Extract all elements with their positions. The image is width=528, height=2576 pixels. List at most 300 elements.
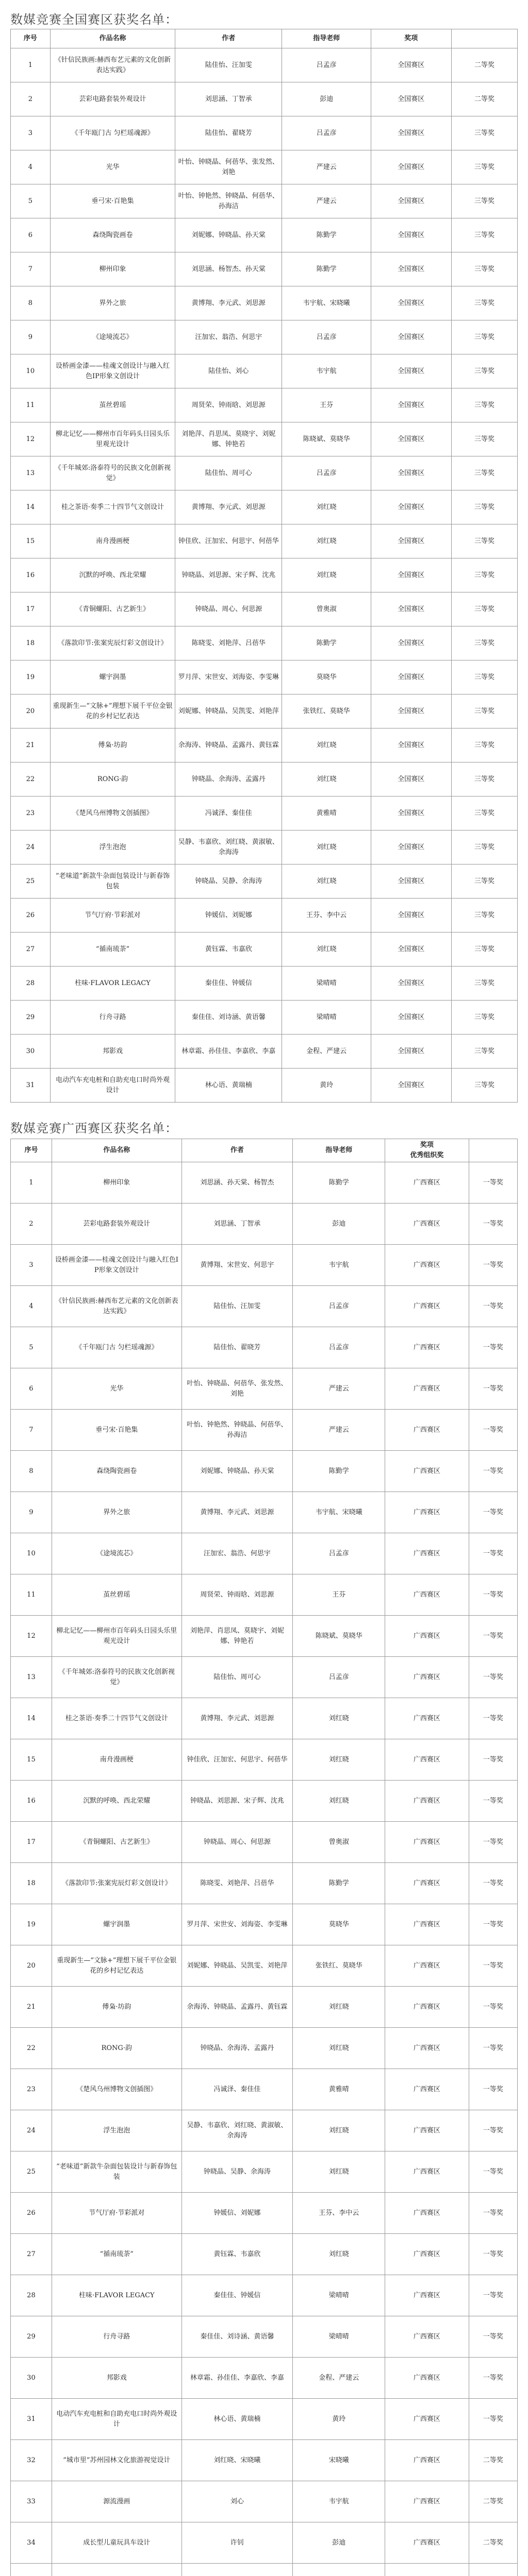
table-row xyxy=(11,2069,518,2110)
cell-no: 1 xyxy=(11,1162,52,1204)
cell-award: 广西赛区 xyxy=(385,2193,469,2234)
cell-no: 2 xyxy=(11,1204,52,1245)
cell-author: 刘妮娜、钟晓晶、孙天棠 xyxy=(182,1451,292,1492)
cell-work: 源流漫画 xyxy=(52,2481,182,2522)
table-row xyxy=(11,1945,518,1987)
cell-author: 刘艳萍、肖思凤、莫晓宇、刘妮娜、钟艳若 xyxy=(182,1616,292,1657)
table-row xyxy=(11,1574,518,1616)
cell-level: 一等奖 xyxy=(469,1533,517,1574)
cell-work: 《千年瓯门古 匀栏瑶魂源》 xyxy=(50,116,175,150)
cell-teacher: 金程、严建云 xyxy=(282,1035,371,1069)
table-row xyxy=(11,286,518,320)
cell-award: 全国赛区 xyxy=(371,694,451,728)
cell-award: 全国赛区 xyxy=(371,762,451,796)
table-row xyxy=(11,1001,518,1035)
cell-level: 三等奖 xyxy=(451,558,517,592)
cell-level: 三等奖 xyxy=(451,218,517,252)
cell-award: 广西赛区 xyxy=(385,2481,469,2522)
cell-level: 一等奖 xyxy=(469,1286,517,1327)
cell-no: 25 xyxy=(11,865,51,899)
cell-author: 叶怡、钟晓晶、何蓓华、张发然、刘艳 xyxy=(182,1368,292,1410)
cell-award: 全国赛区 xyxy=(371,184,451,218)
table-row xyxy=(11,320,518,354)
table-row xyxy=(11,218,518,252)
cell-author: 刘心 xyxy=(182,2481,292,2522)
cell-level: 一等奖 xyxy=(469,1451,517,1492)
cell-level: 三等奖 xyxy=(451,933,517,967)
cell-level: 一等奖 xyxy=(469,2028,517,2069)
table-row xyxy=(11,2028,518,2069)
cell-author: 黄博翔、李元武、刘思源 xyxy=(175,490,282,524)
cell-work: 行舟寻路 xyxy=(52,2316,182,2358)
cell-author: 钟佳欣、汪加宏、何思宇、何蓓华 xyxy=(182,1739,292,1781)
cell-level: 一等奖 xyxy=(469,1574,517,1616)
cell-work: 光华 xyxy=(52,1368,182,1410)
cell-teacher: 曾奥淑 xyxy=(282,592,371,626)
cell-author: 刘思涵、丁智承 xyxy=(175,82,282,116)
cell-level: 一等奖 xyxy=(469,1945,517,1987)
cell-level: 三等奖 xyxy=(451,150,517,184)
guangxi-section-title: 数媒竞赛广西赛区获奖名单： xyxy=(10,1121,178,1136)
table-row xyxy=(11,899,518,933)
cell-author: 林章霜、孙佳佳、李嘉欣、李嘉 xyxy=(182,2358,292,2399)
cell-no: 4 xyxy=(11,1286,52,1327)
header-work: 作品名称 xyxy=(52,1139,182,1162)
cell-no: 1 xyxy=(11,48,51,82)
cell-level: 三等奖 xyxy=(451,728,517,762)
table-row xyxy=(11,1987,518,2028)
cell-level: 三等奖 xyxy=(451,694,517,728)
cell-level: 三等奖 xyxy=(451,524,517,558)
cell-no: 24 xyxy=(11,831,51,865)
cell-no: 25 xyxy=(11,2151,52,2193)
cell-work: 茧丝碧瑶 xyxy=(52,1574,182,1616)
cell-author: 钟晓晶、刘思源、宋子辉、沈兆 xyxy=(182,1781,292,1822)
cell-award: 广西赛区 xyxy=(385,1286,469,1327)
cell-no: 20 xyxy=(11,1945,52,1987)
cell-work: 芸彩电路套装外观设计 xyxy=(52,1204,182,1245)
table-row xyxy=(11,967,518,1001)
cell-level: 三等奖 xyxy=(451,899,517,933)
cell-teacher: 张铁红、莫晓华 xyxy=(282,694,371,728)
cell-teacher: 吕孟彦 xyxy=(282,48,371,82)
cell-work: 行舟寻路 xyxy=(50,1001,175,1035)
cell-award: 全国赛区 xyxy=(371,933,451,967)
cell-work: 《楚风乌州博物文创插图》 xyxy=(50,796,175,831)
cell-teacher: 吕孟彦 xyxy=(293,1657,385,1698)
cell-teacher: 刘红晓 xyxy=(293,2234,385,2275)
cell-work: 螺宇润墨 xyxy=(50,660,175,694)
table-row xyxy=(11,592,518,626)
cell-teacher: 黄雅晴 xyxy=(293,2069,385,2110)
cell-no xyxy=(11,2564,52,2576)
table-row xyxy=(11,796,518,831)
cell-award: 全国赛区 xyxy=(371,422,451,456)
cell-teacher: 严建云 xyxy=(293,1368,385,1410)
cell-author: 黄博翔、李元武、刘思源 xyxy=(182,1698,292,1739)
cell-work: 柳州印象 xyxy=(52,1162,182,1204)
cell-level: 一等奖 xyxy=(469,1162,517,1204)
cell-no: 30 xyxy=(11,1035,51,1069)
cell-no: 12 xyxy=(11,1616,52,1657)
cell-teacher: 莫晓华 xyxy=(282,660,371,694)
table-row xyxy=(11,150,518,184)
table-row xyxy=(11,1204,518,1245)
cell-author: 刘红晓、宋晓曦 xyxy=(182,2440,292,2481)
table-row xyxy=(11,2193,518,2234)
cell-award: 广西赛区 xyxy=(385,1904,469,1945)
cell-award: 全国赛区 xyxy=(371,899,451,933)
cell-no: 9 xyxy=(11,1492,52,1533)
table-row xyxy=(11,1904,518,1945)
cell-author: 刘思涵、孙天棠、杨智杰 xyxy=(182,1162,292,1204)
table-row xyxy=(11,1657,518,1698)
cell-teacher: 刘红晓 xyxy=(282,933,371,967)
cell-teacher: 宋晓曦 xyxy=(293,2440,385,2481)
table-row xyxy=(11,1069,518,1103)
cell-level: 三等奖 xyxy=(451,1035,517,1069)
cell-teacher: 刘红晓 xyxy=(282,831,371,865)
cell-teacher: 韦宇航 xyxy=(282,354,371,388)
cell-work: 森绕陶瓷画卷 xyxy=(50,218,175,252)
cell-teacher: 韦宇航、宋晓曦 xyxy=(282,286,371,320)
cell-no: 16 xyxy=(11,1781,52,1822)
cell-award: 全国赛区 xyxy=(371,82,451,116)
table-row xyxy=(11,456,518,490)
cell-no: 18 xyxy=(11,1863,52,1904)
header-teacher: 指导老师 xyxy=(282,29,371,48)
cell-work: 成长型儿童玩具车设计 xyxy=(52,2522,182,2564)
table-header-row xyxy=(11,29,518,48)
cell-work: “循南琉荼” xyxy=(50,933,175,967)
table-row xyxy=(11,2440,518,2481)
cell-teacher: 王芬、李中云 xyxy=(293,2193,385,2234)
cell-teacher: 陈勤学 xyxy=(293,1162,385,1204)
cell-level: 三等奖 xyxy=(451,388,517,422)
cell-author: 钟媛信、刘妮娜 xyxy=(175,899,282,933)
header-level xyxy=(469,1139,517,1162)
cell-award: 全国赛区 xyxy=(371,831,451,865)
cell-level: 三等奖 xyxy=(451,490,517,524)
cell-award: 全国赛区 xyxy=(371,1001,451,1035)
cell-teacher: 金程、严建云 xyxy=(293,2358,385,2399)
cell-no: 11 xyxy=(11,388,51,422)
cell-teacher: 刘红晓 xyxy=(293,1739,385,1781)
cell-teacher: 王芬、李中云 xyxy=(282,899,371,933)
cell-level: 二等奖 xyxy=(469,2522,517,2564)
cell-author: 罗月萍、宋世安、刘海姿、李雯琳 xyxy=(182,1904,292,1945)
cell-author xyxy=(182,2564,292,2576)
cell-author: 陆佳怡、刘心 xyxy=(175,354,282,388)
cell-award: 广西赛区 xyxy=(385,1739,469,1781)
cell-work: 傅枭·坊韵 xyxy=(52,1987,182,2028)
table-row xyxy=(11,1162,518,1204)
header-teacher: 指导老师 xyxy=(293,1139,385,1162)
cell-no: 29 xyxy=(11,1001,51,1035)
cell-award: 广西赛区 xyxy=(385,2234,469,2275)
cell-teacher: 王芬 xyxy=(293,1574,385,1616)
cell-teacher: 陈勤学 xyxy=(282,626,371,660)
cell-award: 全国赛区 xyxy=(371,1035,451,1069)
cell-award: 广西赛区 xyxy=(385,1327,469,1368)
cell-work: 柳州印象 xyxy=(50,252,175,286)
cell-teacher: 曾奥淑 xyxy=(293,1822,385,1863)
cell-teacher: 吕孟彦 xyxy=(282,116,371,150)
cell-teacher: 刘红晓 xyxy=(282,490,371,524)
cell-no: 16 xyxy=(11,558,51,592)
table-row xyxy=(11,2358,518,2399)
cell-author: 冯诚泽、秦佳佳 xyxy=(182,2069,292,2110)
cell-teacher: 吕孟彦 xyxy=(282,320,371,354)
cell-teacher: 黄玲 xyxy=(293,2399,385,2440)
cell-award: 全国赛区 xyxy=(371,558,451,592)
cell-work: 《途境流芯》 xyxy=(52,1533,182,1574)
table-row xyxy=(11,1739,518,1781)
cell-award: 广西赛区 xyxy=(385,1987,469,2028)
table-row xyxy=(11,831,518,865)
cell-no: 19 xyxy=(11,660,51,694)
cell-author: 叶怡、钟艳然、钟晓晶、何蓓华、孙海洁 xyxy=(182,1410,292,1451)
cell-teacher xyxy=(293,2564,385,2576)
cell-teacher: 严建云 xyxy=(282,150,371,184)
cell-award: 广西赛区 xyxy=(385,1533,469,1574)
cell-author: 刘思涵、杨智杰、孙天棠 xyxy=(175,252,282,286)
cell-teacher: 梁晴晴 xyxy=(293,2316,385,2358)
cell-author: 余海涛、钟晓晶、孟露丹、黄钰霖 xyxy=(182,1987,292,2028)
table-row xyxy=(11,694,518,728)
cell-author: 秦佳佳、刘诗涵、黄语馨 xyxy=(182,2316,292,2358)
cell-no: 21 xyxy=(11,728,51,762)
cell-author: 周贤荣、钟雨晗、刘思源 xyxy=(182,1574,292,1616)
cell-award: 广西赛区 xyxy=(385,2358,469,2399)
table-row xyxy=(11,524,518,558)
cell-work: 南舟漫画梗 xyxy=(52,1739,182,1781)
cell-award: 全国赛区 xyxy=(371,967,451,1001)
cell-level: 三等奖 xyxy=(451,592,517,626)
cell-author: 陆佳怡、翟晓芳 xyxy=(182,1327,292,1368)
cell-author: 钟晓晶、余海涛、孟露丹 xyxy=(182,2028,292,2069)
cell-award: 全国赛区 xyxy=(371,252,451,286)
cell-teacher: 吕孟彦 xyxy=(293,1286,385,1327)
table-row xyxy=(11,1035,518,1069)
cell-teacher: 王芬 xyxy=(282,388,371,422)
cell-no: 22 xyxy=(11,762,51,796)
cell-teacher: 韦宇航 xyxy=(293,2481,385,2522)
cell-no: 17 xyxy=(11,592,51,626)
cell-no: 14 xyxy=(11,490,51,524)
cell-teacher: 陈勤学 xyxy=(293,1451,385,1492)
cell-teacher: 刘红晓 xyxy=(293,2028,385,2069)
cell-no: 7 xyxy=(11,1410,52,1451)
table-row xyxy=(11,933,518,967)
table-row xyxy=(11,1245,518,1286)
cell-award: 广西赛区 xyxy=(385,2110,469,2151)
cell-teacher: 刘红晓 xyxy=(293,1781,385,1822)
cell-no: 8 xyxy=(11,286,51,320)
cell-work: 《青铜螺阳、古艺新生》 xyxy=(50,592,175,626)
cell-no: 11 xyxy=(11,1574,52,1616)
cell-author: 钟佳欣、汪加宏、何思宇、何蓓华 xyxy=(175,524,282,558)
cell-no: 24 xyxy=(11,2110,52,2151)
cell-level: 三等奖 xyxy=(451,1001,517,1035)
cell-no: 15 xyxy=(11,1739,52,1781)
table-row xyxy=(11,82,518,116)
cell-author: 黄钰霖、韦嘉欣 xyxy=(182,2234,292,2275)
cell-author: 陆佳怡、周可心 xyxy=(175,456,282,490)
cell-no: 30 xyxy=(11,2358,52,2399)
cell-award: 广西赛区 xyxy=(385,2151,469,2193)
cell-award: 广西赛区 xyxy=(385,1492,469,1533)
cell-no: 29 xyxy=(11,2316,52,2358)
cell-no: 15 xyxy=(11,524,51,558)
cell-author: 秦佳佳、钟媛信 xyxy=(182,2275,292,2316)
cell-author: 冯诚泽、秦佳佳 xyxy=(175,796,282,831)
cell-no: 31 xyxy=(11,1069,51,1103)
cell-no: 5 xyxy=(11,184,51,218)
cell-level: 一等奖 xyxy=(469,2275,517,2316)
table-row xyxy=(11,2151,518,2193)
cell-award: 全国赛区 xyxy=(371,48,451,82)
cell-author: 吴静、韦嘉欣、刘红晓、黄淑敏、余海涛 xyxy=(182,2110,292,2151)
cell-work: 重现新生—“文脉+”理想下展千平位金银花的乡村记忆表达 xyxy=(50,694,175,728)
cell-award: 广西赛区 xyxy=(385,2028,469,2069)
cell-work: RONG·韵 xyxy=(52,2028,182,2069)
cell-level: 一等奖 xyxy=(469,2110,517,2151)
cell-author: 陈晓雯、刘艳萍、吕蓓华 xyxy=(175,626,282,660)
header-work: 作品名称 xyxy=(50,29,175,48)
cell-work: 邦影戏 xyxy=(52,2358,182,2399)
cell-author: 余海涛、钟晓晶、孟露丹、黄钰霖 xyxy=(175,728,282,762)
cell-teacher: 刘红晓 xyxy=(282,762,371,796)
cell-author: 吴静、韦嘉欣、刘红晓、黄淑敏、余海涛 xyxy=(175,831,282,865)
cell-level: 三等奖 xyxy=(451,354,517,388)
table-row xyxy=(11,2110,518,2151)
cell-level: 一等奖 xyxy=(469,1781,517,1822)
cell-author: 刘艳萍、肖思凤、莫晓宇、刘妮娜、钟艳若 xyxy=(175,422,282,456)
cell-award: 广西赛区 xyxy=(385,1162,469,1204)
cell-award: 广西赛区 xyxy=(385,1245,469,1286)
cell-no: 32 xyxy=(11,2440,52,2481)
cell-work: 重现新生—“文脉+”理想下展千平位金银花的乡村记忆表达 xyxy=(52,1945,182,1987)
cell-work: 《千年城郊:洛泰符号的民族文化创新视觉》 xyxy=(52,1657,182,1698)
cell-award: 广西赛区 xyxy=(385,1863,469,1904)
cell-work: 《楚风乌州博物文创插图》 xyxy=(52,2069,182,2110)
table-row xyxy=(11,762,518,796)
cell-award: 广西赛区 xyxy=(385,1616,469,1657)
cell-award: 全国赛区 xyxy=(371,865,451,899)
cell-work: 节气厅府·节彩派对 xyxy=(52,2193,182,2234)
cell-author: 陆佳怡、汪加雯 xyxy=(182,1286,292,1327)
cell-award xyxy=(385,2564,469,2576)
cell-level: 一等奖 xyxy=(469,2069,517,2110)
cell-no: 6 xyxy=(11,1368,52,1410)
cell-level: 三等奖 xyxy=(451,422,517,456)
header-author: 作者 xyxy=(175,29,282,48)
cell-award: 广西赛区 xyxy=(385,1698,469,1739)
cell-work: 螺宇润墨 xyxy=(52,1904,182,1945)
table-row xyxy=(11,354,518,388)
cell-author: 黄博翔、李元武、刘思源 xyxy=(175,286,282,320)
cell-level: 一等奖 xyxy=(469,1327,517,1368)
cell-level: 一等奖 xyxy=(469,1368,517,1410)
cell-work: 界外之旅 xyxy=(52,1492,182,1533)
cell-teacher: 彭迪 xyxy=(293,1204,385,1245)
cell-author: 林章霜、孙佳佳、李嘉欣、李嘉 xyxy=(175,1035,282,1069)
cell-teacher: 严建云 xyxy=(282,184,371,218)
cell-no: 3 xyxy=(11,116,51,150)
cell-work: 南舟漫画梗 xyxy=(50,524,175,558)
cell-level: 一等奖 xyxy=(469,1987,517,2028)
cell-award: 广西赛区 xyxy=(385,1204,469,1245)
cell-author: 许钊 xyxy=(182,2522,292,2564)
cell-work: 傅枭·坊韵 xyxy=(50,728,175,762)
cell-award: 广西赛区 xyxy=(385,2275,469,2316)
table-row xyxy=(11,1286,518,1327)
cell-work: 浮生泡泡 xyxy=(52,2110,182,2151)
table-row xyxy=(11,2234,518,2275)
table-row xyxy=(11,728,518,762)
cell-award: 全国赛区 xyxy=(371,388,451,422)
cell-work: 垂弓宋·百艳集 xyxy=(50,184,175,218)
cell-author: 汪加宏、翁浩、何思宇 xyxy=(175,320,282,354)
table-row xyxy=(11,558,518,592)
cell-no: 28 xyxy=(11,967,51,1001)
cell-work xyxy=(52,2564,182,2576)
cell-author: 叶怡、钟艳然、钟晓晶、何蓓华、孙海洁 xyxy=(175,184,282,218)
table-row xyxy=(11,422,518,456)
table-row xyxy=(11,2316,518,2358)
cell-award: 广西赛区 xyxy=(385,2522,469,2564)
cell-award: 广西赛区 xyxy=(385,1657,469,1698)
cell-author: 周贤荣、钟雨晗、刘思源 xyxy=(175,388,282,422)
cell-award: 广西赛区 xyxy=(385,2399,469,2440)
cell-level: 一等奖 xyxy=(469,1204,517,1245)
cell-award: 全国赛区 xyxy=(371,626,451,660)
cell-author: 钟媛信、刘妮娜 xyxy=(182,2193,292,2234)
cell-award: 广西赛区 xyxy=(385,1574,469,1616)
cell-level: 一等奖 xyxy=(469,2399,517,2440)
cell-author: 林心语、黄瑞楠 xyxy=(182,2399,292,2440)
cell-work: 《落款印节:张案宪辰灯彩文创设计》 xyxy=(50,626,175,660)
cell-no: 13 xyxy=(11,456,51,490)
cell-no: 19 xyxy=(11,1904,52,1945)
table-row xyxy=(11,1863,518,1904)
cell-teacher: 陈勤学 xyxy=(282,252,371,286)
cell-award: 广西赛区 xyxy=(385,1781,469,1822)
table-row xyxy=(11,490,518,524)
cell-work: 《千年瓯门古 匀栏瑶魂源》 xyxy=(52,1327,182,1368)
cell-level: 一等奖 xyxy=(469,2316,517,2358)
cell-level: 三等奖 xyxy=(451,184,517,218)
cell-no: 3 xyxy=(11,1245,52,1286)
cell-no: 21 xyxy=(11,1987,52,2028)
cell-work: 《落款印节:张案宪辰灯彩文创设计》 xyxy=(52,1863,182,1904)
cell-award: 全国赛区 xyxy=(371,456,451,490)
cell-work: 光华 xyxy=(50,150,175,184)
cell-level: 一等奖 xyxy=(469,1822,517,1863)
cell-teacher: 陈勤学 xyxy=(282,218,371,252)
cell-work: 设桥画金漆——桂魂文创设计与融入红色IP形象文创设计 xyxy=(52,1245,182,1286)
cell-level: 三等奖 xyxy=(451,660,517,694)
cell-author: 叶怡、钟晓晶、何蓓华、张发然、刘艳 xyxy=(175,150,282,184)
cell-teacher: 吕孟彦 xyxy=(293,1327,385,1368)
cell-work: 电动汽车充电桩和自助充电口时尚外观设计 xyxy=(52,2399,182,2440)
cell-author: 陈晓雯、刘艳萍、吕蓓华 xyxy=(182,1863,292,1904)
cell-no: 4 xyxy=(11,150,51,184)
cell-work: 沉默的呼唤、西北荣耀 xyxy=(52,1781,182,1822)
header-award: 奖项 优秀组织奖 xyxy=(385,1139,469,1162)
cell-author: 钟晓晶、余海涛、孟露丹 xyxy=(175,762,282,796)
